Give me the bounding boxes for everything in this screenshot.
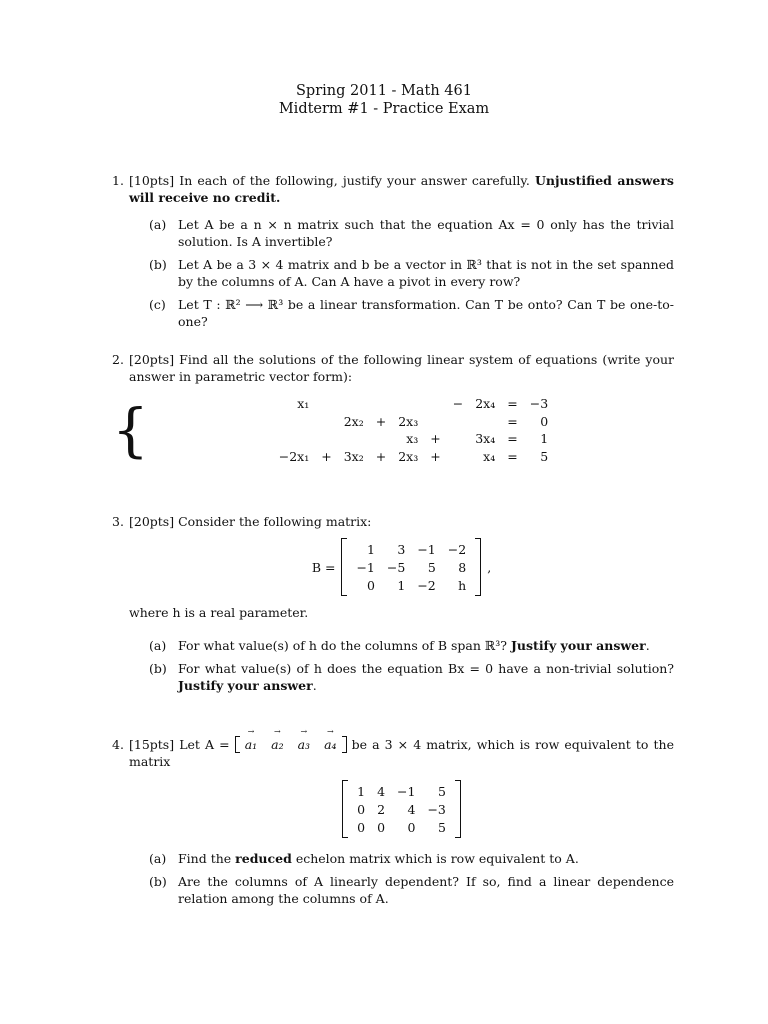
equation-cell: x₃ xyxy=(406,431,419,447)
equation-cell xyxy=(469,413,501,431)
echelon-matrix-row xyxy=(351,818,452,836)
echelon-matrix-cell: 4 xyxy=(377,783,386,799)
matrix-b-cell: 1 xyxy=(397,577,406,593)
problem-4a xyxy=(149,850,674,867)
problem-4-text: be a 3 × 4 matrix, which is row equivalent to the matrix xyxy=(129,737,674,769)
subpart-label: (b) xyxy=(149,257,167,272)
column-a1: a₁ → xyxy=(245,736,257,753)
echelon-matrix-cell: −1 xyxy=(397,783,416,799)
problem-points: [10pts] xyxy=(129,173,175,188)
equation-cell xyxy=(447,430,469,448)
matrix-b-cell: 0 xyxy=(366,577,375,593)
equation-row xyxy=(273,430,554,448)
problem-4b xyxy=(149,873,674,907)
equation-cell xyxy=(424,413,446,431)
problem-number: 2. xyxy=(112,352,124,367)
equation-cell xyxy=(315,430,337,448)
problem-1b xyxy=(149,256,674,290)
exam-title: Spring 2011 - Math 461 xyxy=(296,83,472,99)
equation-cell: + xyxy=(375,448,387,464)
equation-cell: −2x₁ xyxy=(278,448,310,464)
equation-cell xyxy=(273,413,316,431)
equation-cell xyxy=(338,395,370,413)
problem-1c-text: Let T : ℝ² ⟶ ℝ³ be a linear transformation. Can T be onto? Can T be one-to-one? xyxy=(178,297,674,329)
subpart-label: (b) xyxy=(149,874,167,889)
subpart-label: (a) xyxy=(149,638,167,653)
equation-cell: = xyxy=(507,448,518,464)
equation-cell: 2x₂ xyxy=(343,413,364,429)
matrix-b-cell: 8 xyxy=(458,559,467,575)
equation-cell xyxy=(392,395,424,413)
equation-cell: 0 xyxy=(540,413,549,429)
equation-cell: + xyxy=(430,448,441,464)
justify-label: Justify your answer xyxy=(178,678,313,693)
problem-3b-text: For what value(s) of h does the equation Bx = 0 have a non-trivial solution? xyxy=(178,661,674,676)
equation-cell: x₄ xyxy=(483,448,496,464)
subpart-label: (a) xyxy=(149,217,167,232)
equation-cell xyxy=(447,413,469,431)
equation-row xyxy=(273,448,554,466)
matrix-b-comma: , xyxy=(487,559,492,575)
matrix-b-cell: h xyxy=(458,577,467,593)
problem-1a-text: Let A be a n × n matrix such that the equation Ax = 0 only has the trivial solution. Is A invertible? xyxy=(178,217,674,249)
problem-1 xyxy=(112,172,674,336)
problem-3a-text: For what value(s) of h do the columns of B span ℝ³? xyxy=(178,638,508,653)
problem-number: 4. xyxy=(112,737,124,752)
matrix-b-row xyxy=(350,540,472,558)
equation-cell: + xyxy=(430,431,441,447)
equation-cell xyxy=(370,395,392,413)
equation-cell: x₁ xyxy=(297,396,310,412)
equation-cell xyxy=(447,448,469,466)
matrix-b-cell: −2 xyxy=(417,577,436,593)
problem-points: [20pts] xyxy=(129,514,175,529)
matrix-b-cell: 1 xyxy=(366,541,375,557)
echelon-matrix-row xyxy=(351,800,452,818)
matrix-b-cell: −1 xyxy=(356,559,375,575)
column-a2: a₂ → xyxy=(271,736,283,753)
problem-4a-pre: Find the xyxy=(178,851,232,866)
problem-number: 1. xyxy=(112,173,124,188)
subpart-label: (b) xyxy=(149,661,167,676)
problem-4a-post: echelon matrix which is row equivalent to A. xyxy=(295,851,579,866)
justify-label: Justify your answer xyxy=(511,638,646,653)
equation-cell: −3 xyxy=(529,396,549,412)
reduced-label: reduced xyxy=(235,851,292,866)
equation-cell: 2x₄ xyxy=(475,396,496,412)
equation-cell: − xyxy=(452,396,464,412)
problem-3b: (b) For what value(s) of h does the equation Bx = 0 have a non-trivial solution? Justify your answer. xyxy=(149,661,674,693)
equation-cell xyxy=(315,413,337,431)
matrix-b-row xyxy=(350,576,472,594)
equation-cell: 2x₃ xyxy=(398,413,419,429)
linear-system xyxy=(112,395,674,465)
equation-row xyxy=(273,413,554,431)
equation-cell: 3x₂ xyxy=(343,448,364,464)
column-a4: a₄ → xyxy=(324,736,336,753)
problem-4b-text: Are the columns of A linearly dependent? If so, find a linear dependence relation among the columns of A. xyxy=(178,874,674,906)
equation-table xyxy=(273,395,554,465)
matrix-b-cell: 5 xyxy=(427,559,436,575)
subpart-label: (c) xyxy=(149,297,166,312)
echelon-matrix-cell: 4 xyxy=(407,801,416,817)
problem-2-text: Find all the solutions of the following linear system of equations (write your answer in parametric vector form): xyxy=(129,352,674,384)
matrix-b-block xyxy=(129,538,674,596)
equation-cell xyxy=(338,430,370,448)
equation-cell: = xyxy=(507,431,518,447)
left-brace-icon: { xyxy=(112,396,149,464)
echelon-matrix-cell: 0 xyxy=(357,801,366,817)
parameter-note: where h is a real parameter. xyxy=(129,605,309,620)
equation-cell xyxy=(424,395,446,413)
matrix-b-cell: 3 xyxy=(397,541,406,557)
problem-points: [20pts] xyxy=(129,352,175,367)
echelon-matrix-row xyxy=(351,782,452,800)
equation-cell: + xyxy=(321,448,332,464)
row-echelon-matrix-block xyxy=(129,780,674,838)
equation-cell: 5 xyxy=(540,448,549,464)
equation-cell: = xyxy=(507,396,518,412)
problem-4 xyxy=(112,736,674,913)
problem-4-let: Let A = xyxy=(179,737,230,752)
problem-3-text: Consider the following matrix: xyxy=(178,514,372,529)
problem-1-intro: In each of the following, justify your answer carefully. xyxy=(179,173,530,188)
problem-1a xyxy=(149,216,674,250)
echelon-matrix-cell: 5 xyxy=(437,783,446,799)
problem-1b-text: Let A be a 3 × 4 matrix and b be a vector in ℝ³ that is not in the set spanned by the columns of A. Can A have a pivot in every row? xyxy=(178,257,674,289)
equation-cell xyxy=(315,395,337,413)
equation-cell: + xyxy=(375,413,387,429)
matrix-b-label: B = xyxy=(311,559,336,575)
echelon-matrix-cell: 5 xyxy=(437,819,446,835)
exam-subtitle: Midterm #1 - Practice Exam xyxy=(278,101,490,117)
matrix-b-cell: −2 xyxy=(447,541,467,557)
equation-cell xyxy=(273,430,316,448)
problem-1c xyxy=(149,296,674,330)
echelon-matrix-cell: 0 xyxy=(377,819,386,835)
matrix-b xyxy=(341,538,481,596)
echelon-matrix-cell: 0 xyxy=(407,819,416,835)
problem-3a: (a) For what value(s) of h do the columns of B span ℝ³? Justify your answer. xyxy=(149,638,650,653)
equation-cell xyxy=(370,430,392,448)
equation-cell: 1 xyxy=(540,431,549,447)
column-vector-row xyxy=(235,736,347,753)
row-echelon-matrix xyxy=(342,780,461,838)
problem-3 xyxy=(112,513,674,700)
problem-number: 3. xyxy=(112,514,124,529)
equation-row xyxy=(273,395,554,413)
echelon-matrix-cell: −3 xyxy=(427,801,446,817)
equation-cell: 2x₃ xyxy=(398,448,419,464)
matrix-b-cell: −1 xyxy=(417,541,436,557)
equation-cell: 3x₄ xyxy=(475,431,496,447)
column-a3: a₃ → xyxy=(298,736,310,753)
problem-1-warning: Unjustified answers will receive no credit. xyxy=(129,173,674,205)
matrix-b-row xyxy=(350,558,472,576)
matrix-b-cell: −5 xyxy=(386,559,406,575)
problem-2 xyxy=(112,351,674,465)
echelon-matrix-cell: 0 xyxy=(357,819,366,835)
problem-points: [15pts] xyxy=(129,737,175,752)
echelon-matrix-cell: 2 xyxy=(377,801,386,817)
exam-header xyxy=(0,82,768,118)
echelon-matrix-cell: 1 xyxy=(357,783,366,799)
subpart-label: (a) xyxy=(149,851,167,866)
equation-cell: = xyxy=(507,413,518,429)
